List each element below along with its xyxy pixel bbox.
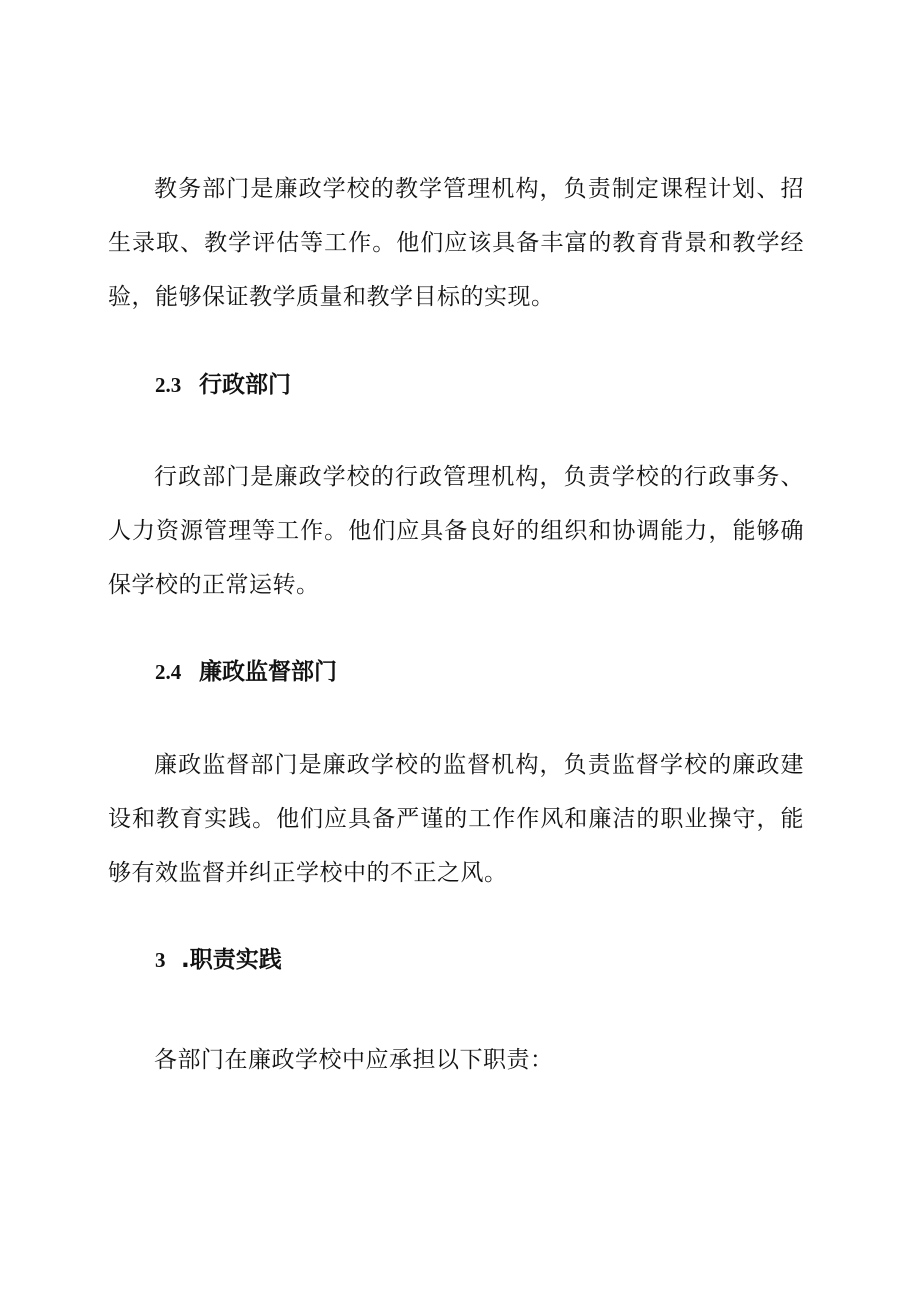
paragraph-administration: 行政部门是廉政学校的行政管理机构，负责学校的行政事务、人力资源管理等工作。他们应具备良好的组织和协调能力，能够确保学校的正常运转。	[108, 464, 804, 598]
section-number: 3	[155, 948, 166, 972]
paragraph-supervision: 廉政监督部门是廉政学校的监督机构，负责监督学校的廉政建设和教育实践。他们应具备严谨的工作作风和廉洁的职业操守，能够有效监督并纠正学校中的不正之风。	[108, 752, 804, 886]
section-heading-3	[155, 945, 282, 975]
section-heading-2-4	[155, 657, 337, 687]
paragraph-responsibilities-intro: 各部门在廉政学校中应承担以下职责：	[154, 1047, 554, 1073]
section-number: 2.4	[155, 660, 182, 684]
section-title: 行政部门	[199, 372, 291, 398]
section-heading-2-3	[155, 370, 291, 400]
paragraph-academic-affairs: 教务部门是廉政学校的教学管理机构，负责制定课程计划、招生录取、教学评估等工作。他们应该具备丰富的教育背景和教学经验，能够保证教学质量和教学目标的实现。	[108, 176, 804, 310]
section-number: 2.3	[155, 373, 182, 397]
section-title: .职责实践	[181, 947, 282, 973]
section-title: 廉政监督部门	[199, 659, 337, 685]
